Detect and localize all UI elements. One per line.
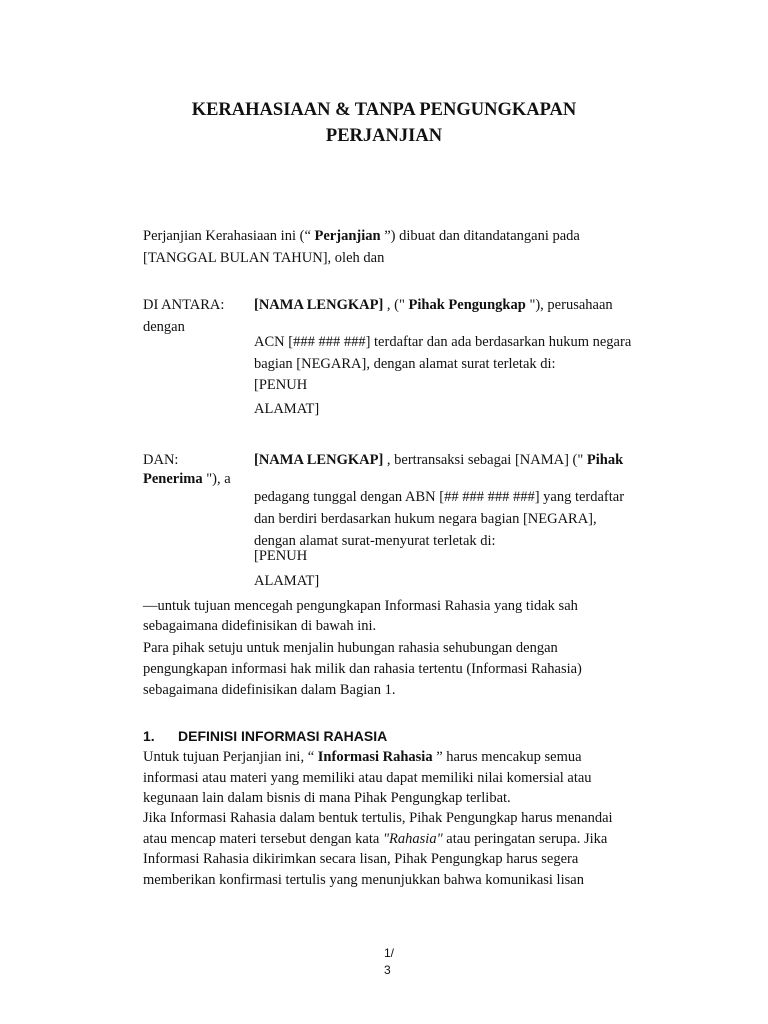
- purpose-paragraph: —untuk tujuan mencegah pengungkapan Informasi Rahasia yang tidak sah sebagaimana didefinisikan di bawah ini.: [143, 598, 578, 634]
- party2-name-line: [NAMA LENGKAP] , bertransaksi sebagai [NAMA] (" Pihak: [254, 452, 624, 468]
- party2-label: DAN:: [143, 452, 179, 468]
- party2-address-2: ALAMAT]: [254, 573, 320, 589]
- party1-acn: ACN [### ### ###] terdaftar dan ada berdasarkan hukum negara bagian [NEGARA], dengan alamat surat terletak di:: [254, 334, 632, 372]
- intro-line-1: Perjanjian Kerahasiaan ini (“ Perjanjian ”) dibuat dan ditandatangani pada: [143, 228, 580, 244]
- title-line-1: KERAHASIAAN & TANPA PENGUNGKAPAN: [191, 100, 577, 120]
- page-number: 1/ 3: [384, 946, 395, 977]
- party1-address-1: [PENUH: [254, 377, 308, 393]
- section-1-paragraph-2: Jika Informasi Rahasia dalam bentuk tertulis, Pihak Pengungkap harus menandai atau mencap materi tersebut dengan kata "Rahasia" atau peringatan serupa. Jika Informasi Rahasia dikirimkan secara lisan, Pihak Pengungkap harus segera memberikan konfirmasi tertulis yang menunjukkan bahwa komunikasi lisan: [143, 810, 613, 888]
- intro-paragraph: [143, 225, 663, 269]
- intro-term: Perjanjian: [314, 228, 381, 244]
- intro-line-2: [TANGGAL BULAN TAHUN], oleh dan: [143, 250, 385, 266]
- party1-address-2: ALAMAT]: [254, 401, 320, 417]
- document-title: [0, 97, 768, 149]
- party2-role-cont: Penerima "), a: [143, 471, 231, 487]
- section-1-title: DEFINISI INFORMASI RAHASIA: [178, 728, 388, 744]
- party2-address-1: [PENUH: [254, 548, 308, 564]
- section-1-paragraph-1: Untuk tujuan Perjanjian ini, “ Informasi Rahasia ” harus mencakup semua informasi atau materi yang memiliki atau dapat memiliki nilai komersial atau kegunaan lain dalam bisnis di mana Pihak Pengungkap terlibat.: [143, 749, 592, 806]
- section-1-heading: [143, 725, 387, 747]
- party1-label: DI ANTARA: dengan: [143, 297, 225, 335]
- section-1-number: 1.: [143, 728, 155, 744]
- title-line-2: PERJANJIAN: [325, 126, 443, 146]
- party2-details: pedagang tunggal dengan ABN [## ### ### ###] yang terdaftar dan berdiri berdasarkan hukum negara bagian [NEGARA], dengan alamat surat-menyurat terletak di:: [254, 489, 625, 549]
- agreement-paragraph: Para pihak setuju untuk menjalin hubungan rahasia sehubungan dengan pengungkapan informasi hak milik dan rahasia tertentu (Informasi Rahasia) sebagaimana didefinisikan dalam Bagian 1.: [143, 640, 582, 698]
- party1-name-line: [NAMA LENGKAP] , (" Pihak Pengungkap "), perusahaan: [254, 297, 613, 313]
